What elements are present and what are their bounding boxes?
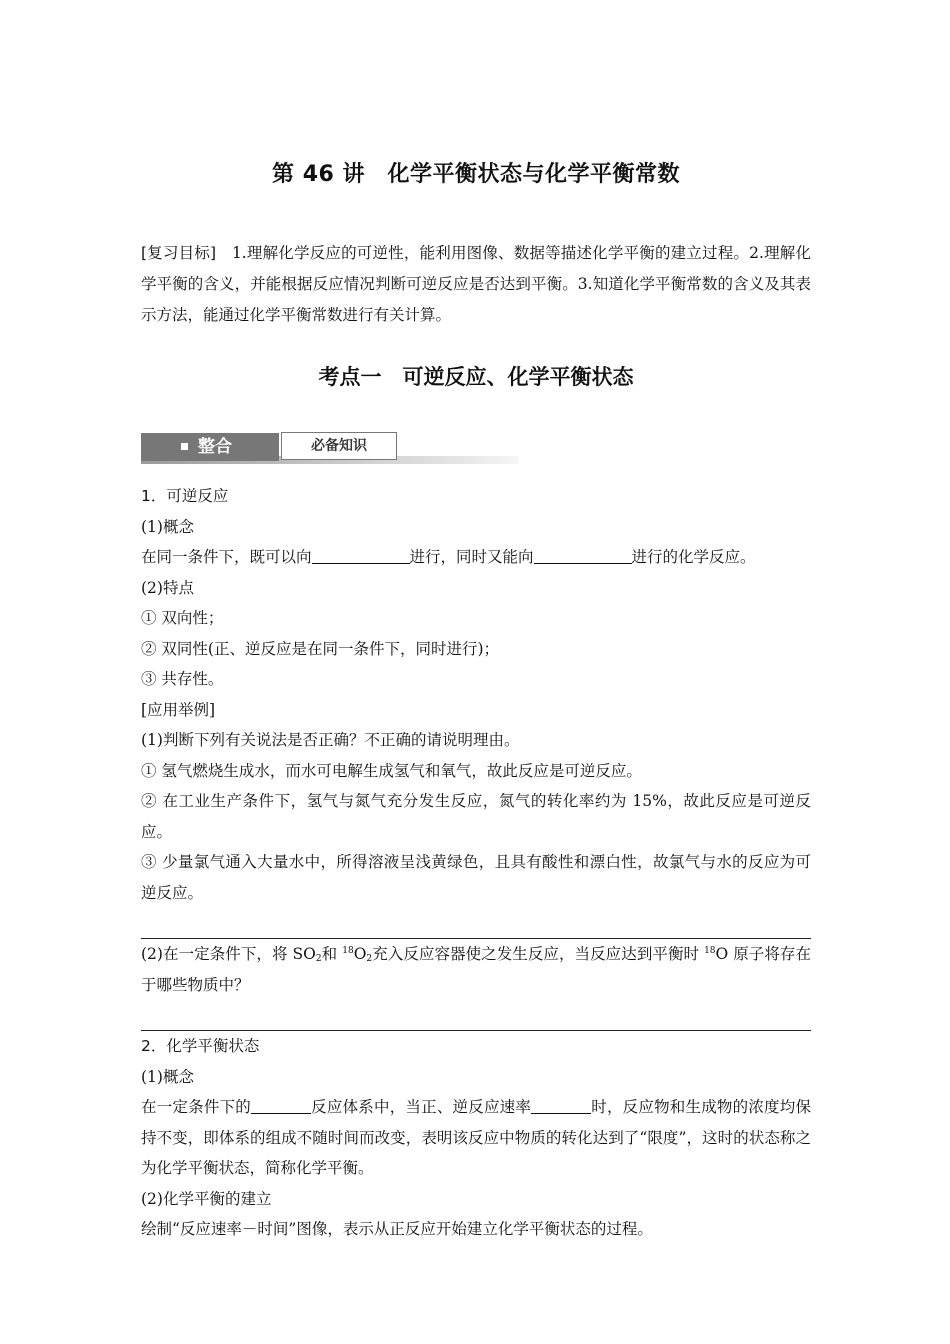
apply-label: [应用举例] [141, 700, 216, 719]
concept-label: (1)概念 [141, 1067, 194, 1086]
banner-left [141, 433, 279, 461]
banner-right-label: 必备知识 [281, 432, 397, 460]
answer-line[interactable] [141, 1000, 811, 1031]
lecture-title: 第 46 讲 化学平衡状态与化学平衡常数 [272, 162, 680, 187]
banner-left-label: 整合 [198, 437, 232, 457]
section-banner [141, 432, 521, 466]
fill-blank[interactable] [312, 547, 410, 564]
feature-item: ② 双同性(正、逆反应是在同一条件下，同时进行)； [141, 639, 500, 658]
feature-item: ① 双向性； [141, 609, 224, 627]
question-1-item: ③ 少量氯气通入大量水中，所得溶液呈浅黄绿色，且具有酸性和漂白性，故氯气与水的反应为可逆反应。 [141, 853, 811, 902]
concept-label: (1)概念 [141, 517, 194, 536]
section-title: 考点一 可逆反应、化学平衡状态 [318, 365, 634, 389]
review-objectives [141, 238, 811, 331]
feature-item: ③ 共存性。 [141, 670, 224, 688]
heading-reversible-reaction: 1．可逆反应 [141, 487, 229, 505]
equilibrium-concept: 在一定条件下的 反应体系中，当正、逆反应速率 时，反应物和生成物的浓度均保持不变，即体系的组成不随时间而改变，表明该反应中物质的转化达到了“限度”，这时的状态称之为化学平衡状态，简称化学平衡。 [141, 1098, 811, 1177]
review-tag: [复习目标] [141, 244, 217, 262]
square-bullet-icon [181, 443, 188, 450]
concept-sentence: 在同一条件下，既可以向 进行，同时又能向 进行的化学反应。 [141, 548, 756, 566]
fill-blank[interactable] [531, 1097, 591, 1114]
answer-line[interactable] [141, 908, 811, 939]
question-1-item: ② 在工业生产条件下，氢气与氮气充分发生反应，氮气的转化率约为 15%，故此反应是可逆反应。 [141, 792, 811, 841]
content-body [141, 481, 811, 1245]
review-text: 1.理解化学反应的可逆性，能利用图像、数据等描述化学平衡的建立过程。2.理解化学平衡的含义，并能根据反应情况判断可逆反应是否达到平衡。3.知道化学平衡常数的含义及其表示方法，能通过化学平衡常数进行有关计算。 [141, 244, 811, 324]
fill-blank[interactable] [534, 547, 632, 564]
question-1-item: ① 氢气燃烧生成水，而水可电解生成氢气和氧气，故此反应是可逆反应。 [141, 761, 642, 780]
feature-label: (2)特点 [141, 578, 194, 597]
build-label: (2)化学平衡的建立 [141, 1189, 272, 1208]
question-1: (1)判断下列有关说法是否正确？不正确的请说明理由。 [141, 731, 520, 749]
heading-equilibrium-state: 2．化学平衡状态 [141, 1037, 260, 1055]
question-2: (2)在一定条件下，将 $SO_2$和 $^{18}O_2$充入反应容器使之发生反应，当反应达到平衡时 $^{18}$O 原子将存在于哪些物质中？ [141, 945, 811, 994]
build-text: 绘制“反应速率－时间”图像，表示从正反应开始建立化学平衡状态的过程。 [141, 1220, 653, 1238]
fill-blank[interactable] [251, 1097, 311, 1114]
